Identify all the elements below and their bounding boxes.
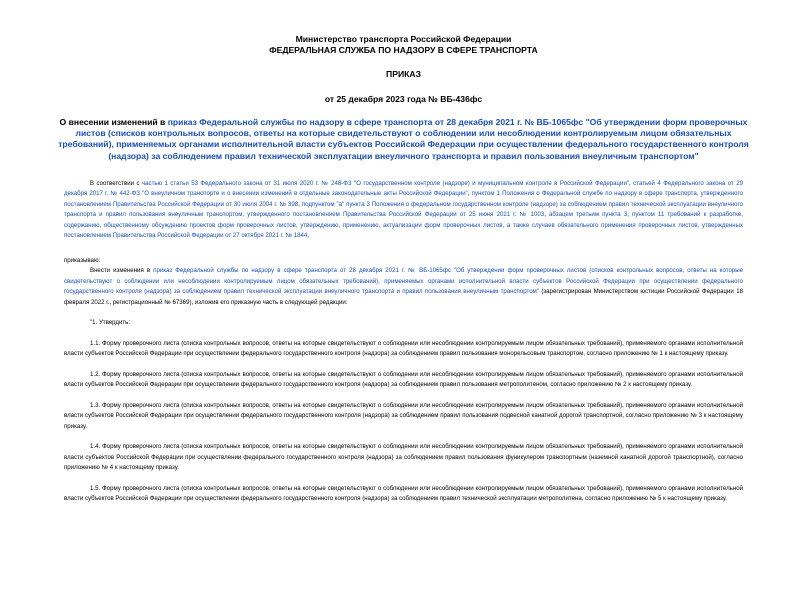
preamble-text: , [544, 211, 550, 219]
approve-heading: "1. Утвердить: [90, 319, 131, 327]
document-page [0, 34, 807, 605]
intro-text: Внести изменения в [90, 267, 154, 275]
document-type: ПРИКАЗ [386, 69, 421, 79]
regulation-1003-link[interactable]: подпунктом "а" пункта 3 Положения о федеральном государственном контроле (надзоре) за соблюдением правил технической эксплуатации внеуличного транспорта и правил пользования внеуличным транспортом, утвержденного постановлением Правительства Российской Федерации от 25 июня 2021 г. № 1003 [64, 200, 743, 219]
law-442fz-link[interactable]: статьей 4 Федерального закона от 29 декабря 2017 г. № 442-ФЗ "О внеуличном транспорте и о внесении изменений в отдельные законодательные акты Российской Федерации" [64, 179, 744, 198]
preamble-text: , [298, 200, 302, 208]
preamble-paragraph [64, 179, 743, 242]
title-text: О внесении изменений в [59, 117, 168, 127]
list-item: 1.1. Форму проверочного листа (списка контрольных вопросов, ответы на которые свидетельствуют о соблюдении или несоблюдении контролируемым лицом обязательных требований), применяемого органами исполнительной власти субъектов Российской Федерации при осуществлении федерального государственного контроля (надзора) за соблюдением правил пользования монорельсовым транспортом, согласно приложению № 1 к настоящему приказу. [64, 339, 743, 358]
order-directive: приказываю: [64, 256, 101, 264]
list-item: 1.3. Форму проверочного листа (списка контрольных вопросов, ответы на которые свидетельствуют о соблюдении или несоблюдении контролируемым лицом обязательных требований), применяемого органами исполнительной власти субъектов Российской Федерации при осуществлении федерального государственного контроля (надзора) за соблюдением правил пользования подвесной канатной дорогой транспортной, согласно приложению № 3 к настоящему приказу. [64, 401, 743, 430]
law-248fz-link[interactable]: частью 1 статьи 53 Федерального закона от 31 июля 2020 г. № 248-ФЗ "О государственном контроле (надзоре) и муниципальном контроле в Российской Федерации" [141, 179, 630, 187]
list-item: 1.4. Форму проверочного листа (списка контрольных вопросов, ответы на которые свидетельствуют о соблюдении или несоблюдении контролируемым лицом обязательных требований), применяемого органами исполнительной власти субъектов Российской Федерации при осуществлении федерального государственного контроля (надзора) за соблюдением правил пользования фуникулером транспортным (наземной канатной дорогой транспортной), согласно приложению № 4 к настоящему приказу. [64, 443, 743, 472]
preamble-text: , [629, 179, 634, 187]
preamble-text: , [467, 190, 472, 198]
preamble-text: , [307, 232, 309, 240]
ministry-name: Министерство транспорта Российской Федерации [295, 34, 512, 44]
title-order-link[interactable]: приказ Федеральной службы по надзору в сфере транспорта от 28 декабря 2021 г. № ВБ-1065фс "Об утверждении форм проверочных листов (списков контрольных вопросов, ответы на которые свидетельствуют о соблюдении или несоблюдении контролируемым лицом обязательных требований), применяемых органами исполнительной власти субъектов Российской Федерации при осуществлении федерального государственного контроля (надзора) за соблюдением правил технической эксплуатации внеуличного транспорта и правил пользования внеуличным транспортом" [58, 117, 749, 161]
preamble-text: В соответствии с [90, 179, 142, 187]
list-item: 1.2. Форму проверочного листа (списка контрольных вопросов, ответы на которые свидетельствуют о соблюдении или несоблюдении контролируемым лицом обязательных требований), применяемого органами исполнительной власти субъектов Российской Федерации при осуществлении федерального государственного контроля (надзора) за соблюдением правил пользования метрополитеном, согласно приложению № 2 к настоящему приказу. [64, 370, 743, 389]
document-date-number: от 25 декабря 2023 года № ВБ-436фс [324, 93, 483, 104]
document-title [40, 117, 767, 162]
regulation-1844-link[interactable]: абзацем третьим пункта 3, пунктом 11 требований к разработке, содержанию, общественному обсуждению проектов форм проверочных листов, утверждению, применению, актуализации форм проверочных листов, а также случаев обязательного применения проверочных листов, утвержденных постановлением Правительства Российской Федерации от 27 октября 2021 г. № 1844 [64, 211, 744, 240]
amendment-intro [64, 266, 743, 308]
amended-order-link[interactable]: приказ Федеральной службы по надзору в сфере транспорта от 28 декабря 2021 г. № ВБ-1065фс "Об утверждении форм проверочных листов (списков контрольных вопросов, ответы на которые свидетельствуют о соблюдении или несоблюдении контролируемым лицом обязательных требований), применяемых органами исполнительной власти субъектов Российской Федерации при осуществлении федерального государственного контроля (надзора) за соблюдением правил технической эксплуатации внеуличного транспорта и правил пользования внеуличным транспортом" [64, 267, 743, 296]
list-item: 1.5. Форму проверочного листа (списка контрольных вопросов, ответы на которые свидетельствуют о соблюдении или несоблюдении контролируемым лицом обязательных требований), применяемого органами исполнительной власти субъектов Российской Федерации при осуществлении федерального государственного контроля (надзора) за соблюдением правил технической эксплуатации метрополитена, согласно приложению № 5 к настоящему приказу. [64, 484, 743, 503]
intro-text: (зарегистрирован Министерством юстиции Российской Федерации 18 февраля 2022 г., регистрационный № 67369), изложив его приказную часть в следующей редакции: [64, 288, 743, 306]
service-name: ФЕДЕРАЛЬНАЯ СЛУЖБА ПО НАДЗОРУ В СФЕРЕ ТРАНСПОРТА [269, 44, 538, 55]
document-body [40, 179, 767, 505]
regulation-398-link[interactable]: пунктом 1 Положения о Федеральной службе по надзору в сфере транспорта, утвержденного постановлением Правительства Российской Федерации от 30 июля 2004 г. № 398 [64, 190, 743, 208]
